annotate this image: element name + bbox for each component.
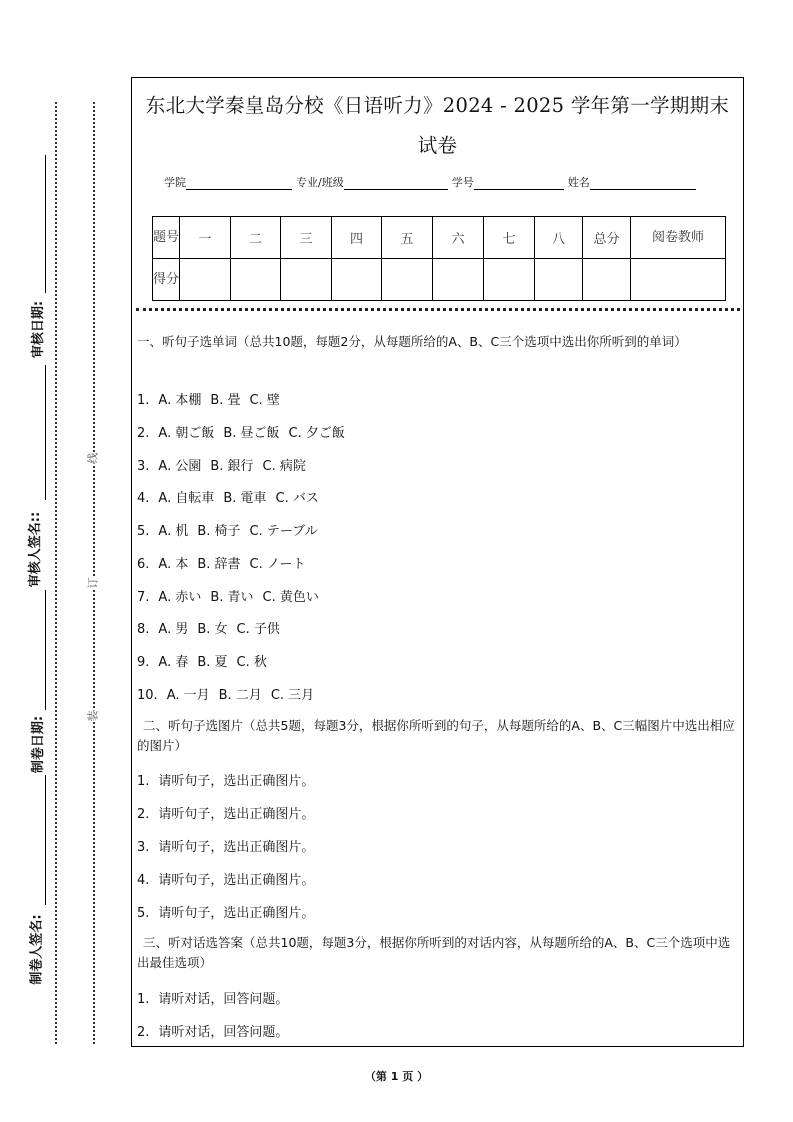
- s2-question-4: 4. 请听句子，选出正确图片。: [137, 873, 315, 888]
- s1-question-9: 9. A. 春 B. 夏 C. 秋: [137, 655, 267, 670]
- compile-date-line: [45, 775, 46, 905]
- s1-question-4: 4. A. 自転車 B. 電車 C. バス: [137, 491, 319, 506]
- cut-mark-bind: 订: [86, 577, 100, 589]
- exam-title: 东北大学秦皇岛分校《日语听力》2024 - 2025 学年第一学期期末: [145, 94, 730, 117]
- reviewer-signature-line: [45, 590, 46, 710]
- name-field[interactable]: [590, 177, 696, 190]
- s1-question-1: 1. A. 本棚 B. 畳 C. 壁: [137, 393, 280, 408]
- s1-question-7: 7. A. 赤い B. 青い C. 黄色い: [137, 590, 319, 605]
- cut-mark-line: 线: [86, 452, 100, 464]
- s3-question-1: 1. 请听对话，回答问题。: [137, 992, 289, 1007]
- major-class-label: 专业/班级: [296, 176, 344, 189]
- s1-question-8: 8. A. 男 B. 女 C. 子供: [137, 622, 280, 637]
- section2-heading: 二、听句子选图片（总共5题，每题3分，根据你所听到的句子，从每题所给的A、B、C三幅图片中选出相应的图片）: [137, 718, 735, 753]
- score-cell-grader[interactable]: [631, 259, 726, 301]
- score-cell-total[interactable]: [583, 259, 631, 301]
- s1-question-2: 2. A. 朝ご飯 B. 昼ご飯 C. 夕ご飯: [137, 426, 345, 441]
- college-field[interactable]: [186, 177, 292, 190]
- review-date-line-2: [45, 365, 46, 500]
- page-number: （第 1 页 ）: [364, 1070, 429, 1083]
- s2-question-1: 1. 请听句子，选出正确图片。: [137, 774, 315, 789]
- score-cell-4[interactable]: [332, 259, 382, 301]
- score-cell-6[interactable]: [433, 259, 484, 301]
- col-header-total: 总分: [583, 217, 631, 259]
- reviewer-signature-label: 审核人签名::: [28, 511, 44, 588]
- student-id-field[interactable]: [474, 177, 564, 190]
- major-class-field[interactable]: [344, 177, 448, 190]
- binding-dotted-line-inner: [93, 102, 95, 1044]
- college-label: 学院: [164, 176, 186, 189]
- exam-paper-frame: [131, 77, 744, 1047]
- s1-question-5: 5. A. 机 B. 椅子 C. テーブル: [137, 524, 318, 539]
- s2-question-2: 2. 请听句子，选出正确图片。: [137, 807, 315, 822]
- col-header-8: 八: [535, 217, 583, 259]
- compiler-signature-label: 制卷人签名:: [29, 914, 45, 985]
- s2-question-3: 3. 请听句子，选出正确图片。: [137, 840, 315, 855]
- score-cell-7[interactable]: [484, 259, 535, 301]
- binding-dotted-line-outer: [55, 102, 57, 1044]
- cut-mark-install: 装: [86, 710, 100, 722]
- col-header-7: 七: [484, 217, 535, 259]
- section3-heading: 三、听对话选答案（总共10题，每题3分，根据你所听到的对话内容，从每题所给的A、B、C三个选项中选出最佳选项）: [137, 935, 731, 970]
- s3-question-2: 2. 请听对话，回答问题。: [137, 1025, 289, 1040]
- col-header-1: 一: [180, 217, 231, 259]
- compile-date-label: 制卷日期:: [31, 715, 47, 774]
- col-header-2: 二: [231, 217, 281, 259]
- col-header-4: 四: [332, 217, 382, 259]
- exam-title-suffix: 试卷: [417, 134, 458, 157]
- dotted-separator: [136, 308, 740, 311]
- score-cell-8[interactable]: [535, 259, 583, 301]
- score-row-header: 得分: [153, 259, 180, 301]
- student-info-row: [164, 174, 700, 190]
- col-header-grader: 阅卷教师: [631, 217, 726, 259]
- col-header-6: 六: [433, 217, 484, 259]
- score-table: [152, 216, 726, 301]
- col-header-5: 五: [382, 217, 433, 259]
- score-cell-1[interactable]: [180, 259, 231, 301]
- review-date-label: 审核日期:: [31, 300, 47, 359]
- s1-question-10: 10. A. 一月 B. 二月 C. 三月: [137, 688, 315, 703]
- score-cell-2[interactable]: [231, 259, 281, 301]
- score-cell-5[interactable]: [382, 259, 433, 301]
- student-id-label: 学号: [451, 176, 474, 189]
- question-number-header: 题号: [153, 217, 180, 259]
- s1-question-6: 6. A. 本 B. 辞書 C. ノート: [137, 557, 306, 572]
- score-cell-3[interactable]: [281, 259, 332, 301]
- s2-question-5: 5. 请听句子，选出正确图片。: [137, 906, 315, 921]
- name-label: 姓名: [567, 176, 590, 189]
- col-header-3: 三: [281, 217, 332, 259]
- review-date-line: [45, 155, 46, 293]
- section1-heading: 一、听句子选单词（总共10题，每题2分，从每题所给的A、B、C三个选项中选出你所听到的单词）: [137, 334, 687, 349]
- s1-question-3: 3. A. 公園 B. 銀行 C. 病院: [137, 459, 306, 474]
